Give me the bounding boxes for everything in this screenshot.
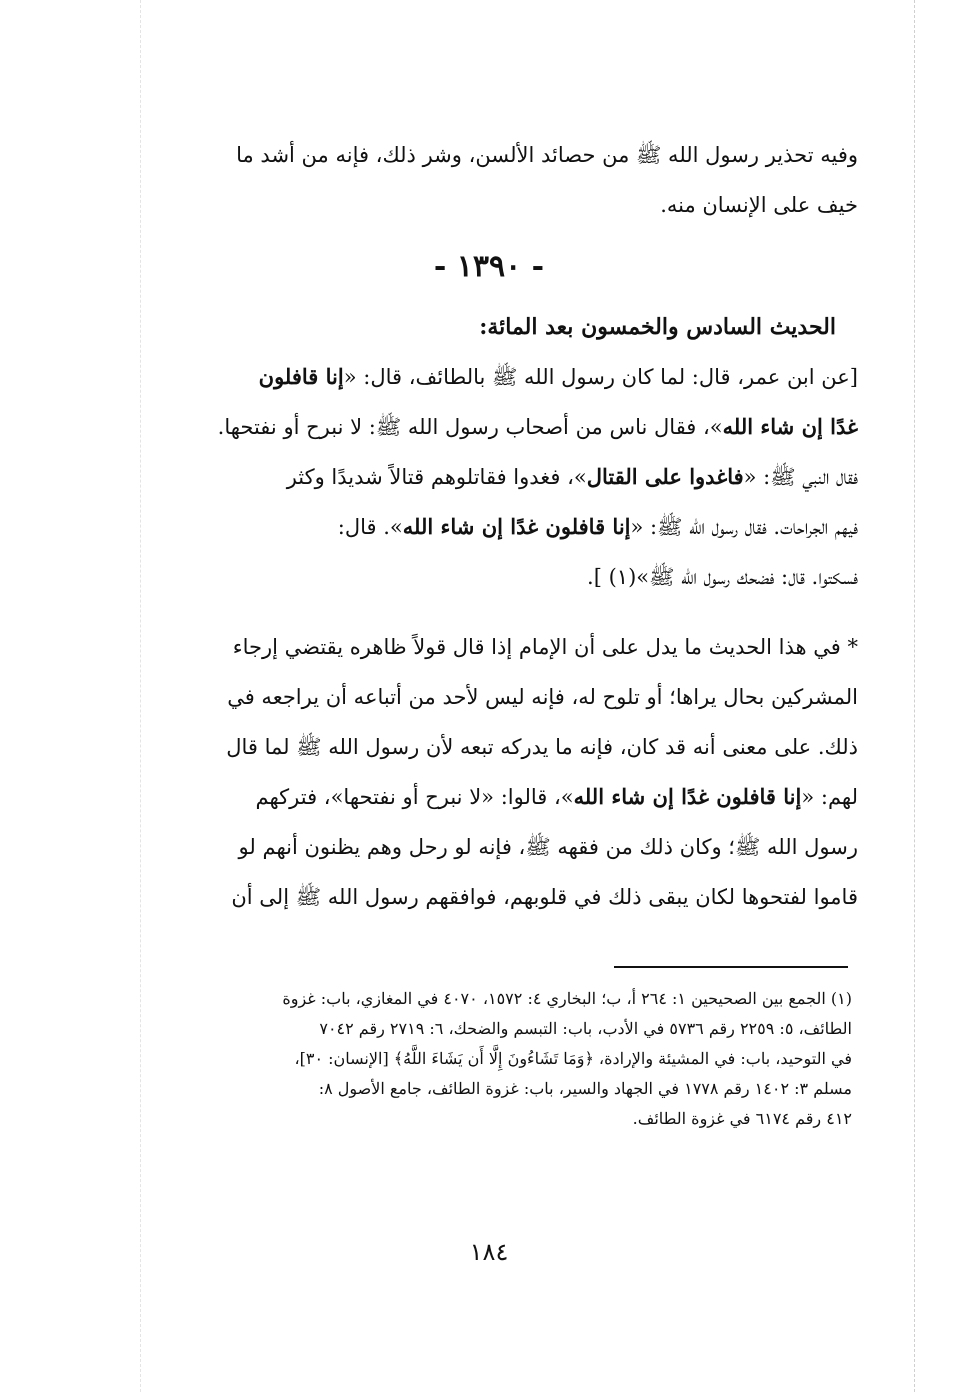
text-line [143, 772, 858, 822]
footnotes [132, 984, 852, 1134]
text-segment: فيهم الجراحات. فقال رسول الله ﷺ: « [630, 515, 858, 539]
text-segment: لهم: « [801, 785, 858, 809]
text-segment: فقال النبي ﷺ: « [743, 465, 858, 489]
text-line: ذلك. على معنى أنه قد كان، فإنه ما يدركه تبعه لأن رسول الله ﷺ لما قال [226, 735, 858, 759]
scan-margin-line [140, 0, 142, 1392]
text-line [143, 402, 858, 452]
bold-quote: فاغدوا على القتال [586, 464, 744, 489]
hadith-text [143, 352, 858, 602]
footnote-line: مسلم ٣: ١٤٠٢ رقم ١٧٧٨ في الجهاد والسير، باب: غزوة الطائف، جامع الأصول ٨: [318, 1079, 852, 1098]
text-line: * في هذا الحديث ما يدل على أن الإمام إذا قال قولاً ظاهره يقتضي إرجاء [232, 635, 858, 659]
bold-quote: إنا قافلون غدًا إن شاء الله [573, 784, 802, 809]
bold-quote: غدًا إن شاء الله [722, 414, 858, 439]
footnote-line: (١) الجمع بين الصحيحين ١: ٢٦٤ أ، ب؛ البخاري ٤: ١٥٧٢، ٤٠٧٠ في المغازي، باب: غزوة [282, 989, 852, 1008]
text-segment: ». قال: [337, 515, 403, 539]
text-line: قاموا لفتحوها لكان يبقى ذلك في قلوبهم، فوافقهم رسول الله ﷺ إلى أن [231, 885, 858, 909]
bold-quote: إنا قافلون [258, 364, 344, 389]
text-line: خيف على الإنسان منه. [660, 193, 858, 217]
text-segment: »، قالوا: «لا نبرح أو نفتحها»، فتركهم [255, 785, 574, 809]
text-line: المشركين بحال يراها؛ أو تلوح له، فإنه ليس لأحد من أتباعه أن يراجعه في [227, 685, 858, 709]
footnote-separator [614, 966, 848, 968]
text-line [143, 502, 858, 552]
footnote-line: ٤١٢ رقم ٦١٧٤ في غزوة الطائف. [632, 1109, 852, 1128]
footnote-line: في التوحيد، باب: في المشيئة والإرادة، ﴿وَمَا تَشَاءُونَ إِلَّا أَن يَشَاءَ اللَّهُ﴾ [الإنسان: ٣٠]، [294, 1049, 852, 1068]
hadith-number-heading: - ١٣٩٠ - [433, 249, 545, 284]
commentary-paragraph [143, 622, 858, 922]
scan-fold-line [914, 0, 916, 1392]
text-line: رسول الله ﷺ؛ وكان ذلك من فقهه ﷺ، فإنه لو رحل وهم يظنون أنهم لو [238, 835, 858, 859]
text-line: وفيه تحذير رسول الله ﷺ من حصائد الألسن، وشر ذلك، فإنه من أشد ما [236, 143, 858, 167]
page-number: ١٨٤ [469, 1238, 509, 1266]
footnote-line: الطائف، ٥: ٢٢٥٩ رقم ٥٧٣٦ في الأدب، باب: التبسم والضحك، ٦: ٢٧١٩ رقم ٧٠٤٢ [319, 1019, 852, 1038]
text-segment: [عن ابن عمر، قال: لما كان رسول الله ﷺ بالطائف، قال: « [343, 365, 858, 389]
text-segment: »، فغدوا فقاتلوهم قتالاً شديدًا وكثر [286, 465, 587, 489]
bold-quote: إنا قافلون غدًا إن شاء الله [402, 514, 631, 539]
text-line [143, 352, 858, 402]
hadith-title: الحديث السادس والخمسون بعد المائة: [479, 314, 836, 340]
text-line: فسكتوا. قال: فضحك رسول الله ﷺ»(١) ]. [587, 565, 858, 589]
intro-paragraph [143, 130, 858, 230]
text-segment: »، فقال ناس من أصحاب رسول الله ﷺ: لا نبرح أو نفتحها. [217, 415, 723, 439]
text-line [143, 452, 858, 502]
